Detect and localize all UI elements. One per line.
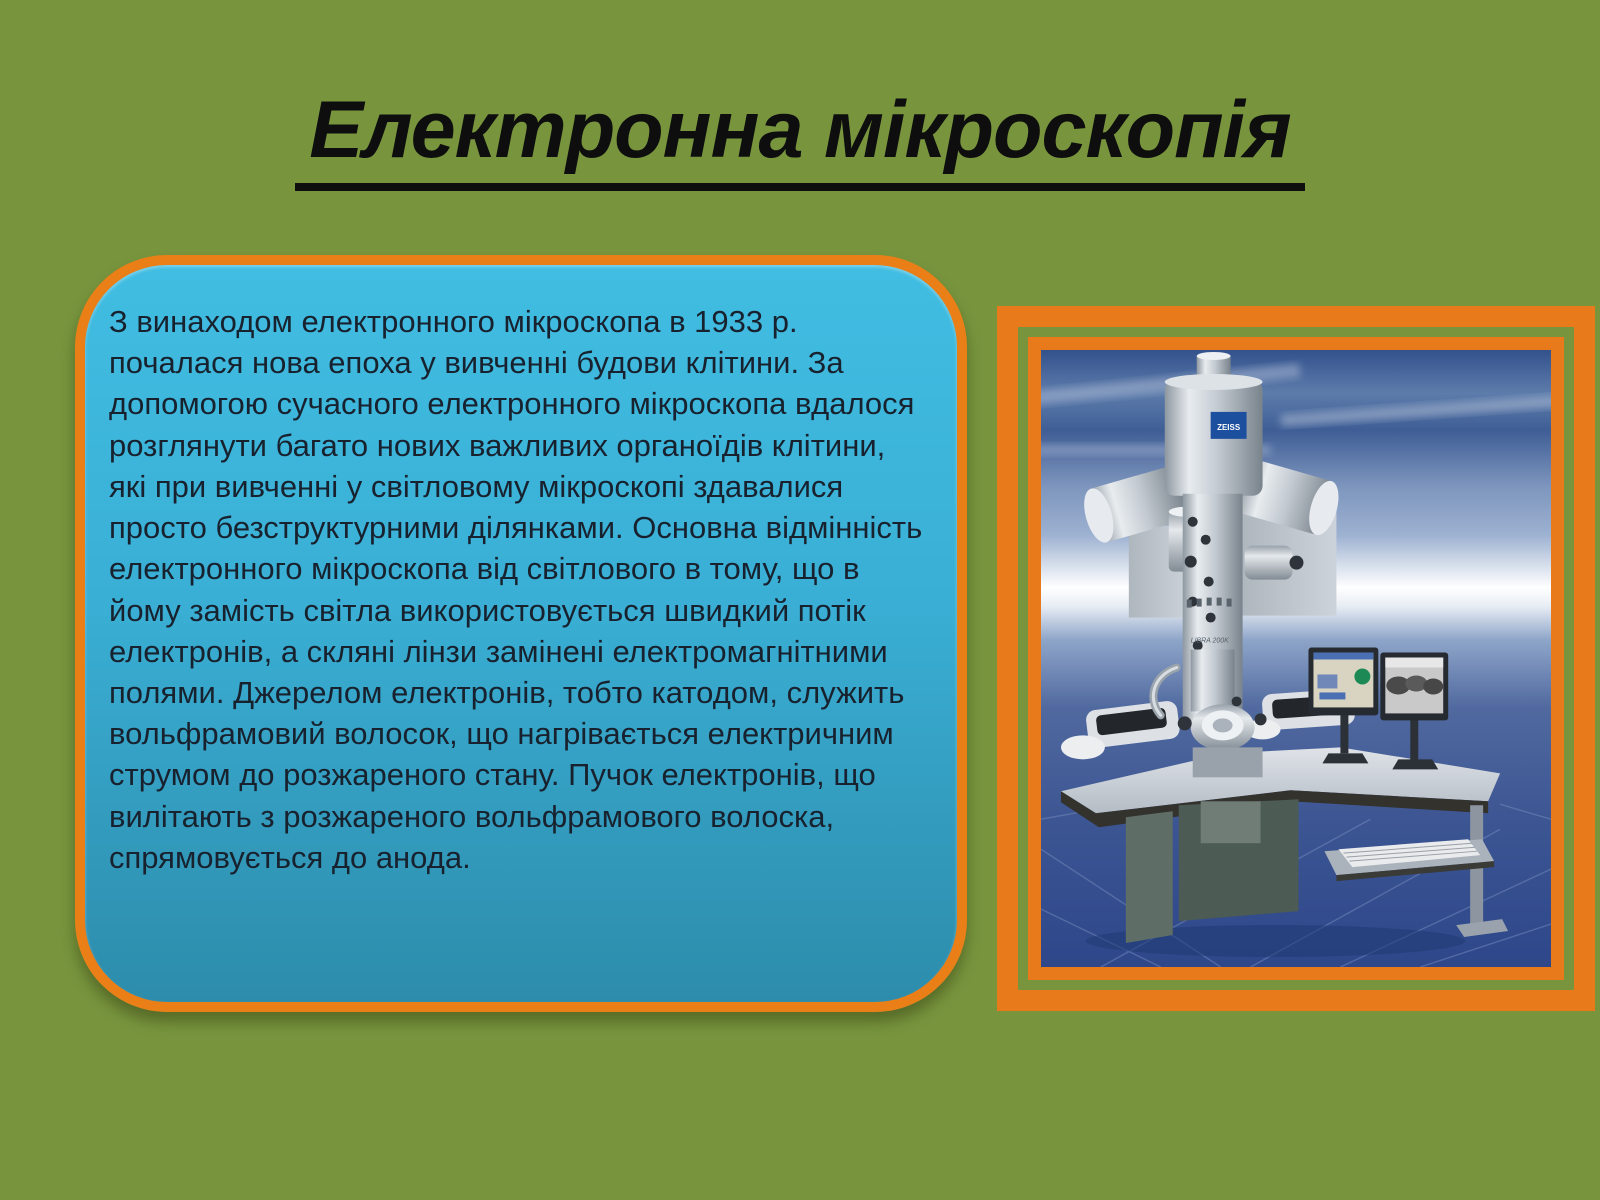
body-text-box: [75, 255, 967, 1012]
body-text: З винаходом електронного мікроскопа в 1933 р. почалася нова епоха у вивченні будови клітини. За допомогою сучасного електронного мікроскопа вдалося розглянути багато нових важливих органоїдів клітини, які при вивченні у світловому мікроскопі здавалися просто безструктурними ділянками. Основна відмінність електронного мікроскопа від світлового в тому, що в йому замість світла використовується швидкий потік електронів, а скляні лінзи замінені електромагнітними полями. Джерелом електронів, тобто катодом, служить вольфрамовий волосок, що нагрівається електричним струмом до розжареного стану. Пучок електронів, що вилітають з розжареного вольфрамового волоска, спрямовується до анода.: [109, 304, 923, 875]
zeiss-brand-label: ZEISS: [1217, 422, 1241, 432]
title-area: [0, 85, 1600, 191]
microscope-image-inner-frame: [1028, 337, 1564, 980]
microscope-image-outer-frame: [997, 306, 1595, 1011]
page-title: Електронна мікроскопія: [295, 88, 1305, 191]
microscope-image-frame-gap: [1018, 327, 1574, 990]
microscope-photo: [1041, 350, 1551, 967]
model-label: LIBRA 200K: [1190, 637, 1229, 645]
